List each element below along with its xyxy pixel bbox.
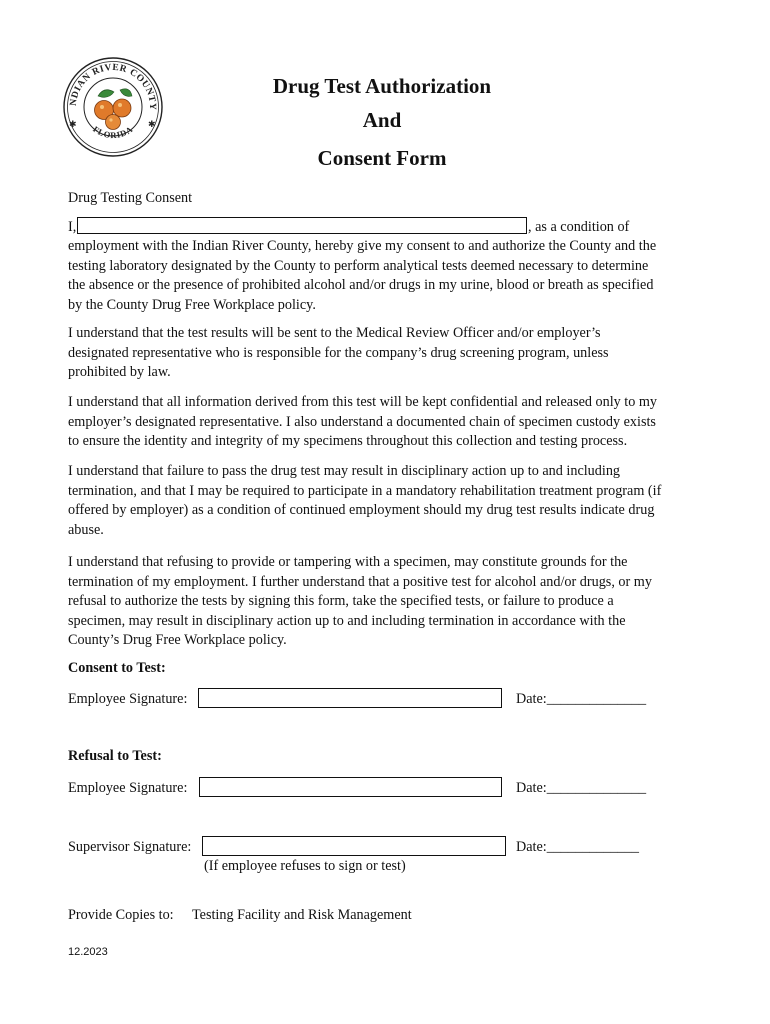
paragraph-line: County’s Drug Free Workplace policy. bbox=[68, 632, 287, 649]
consent-intro-paragraph bbox=[68, 237, 708, 315]
county-seal-icon bbox=[62, 56, 164, 158]
form-title-line-2: And bbox=[362, 108, 402, 132]
seal-bottom-text: FLORIDA bbox=[91, 123, 135, 141]
copies-label: Provide Copies to: bbox=[68, 907, 174, 923]
seal-top-text: NDIAN RIVER COUNTY bbox=[68, 62, 158, 111]
paragraph-line: refusal to authorize the tests by signing this form, take the specified tests, or failure to produce a bbox=[68, 593, 614, 610]
refusal-employee-signature-value bbox=[200, 779, 204, 795]
paragraph-line: employer’s designated representative. I also understand a documented chain of specimen custody exists bbox=[68, 413, 656, 430]
paragraph-line: termination, and that I may be required to participate in a mandatory rehabilitation treatment program (if bbox=[68, 482, 662, 499]
consent-employee-signature-label: Employee Signature: bbox=[68, 691, 188, 707]
form-title-line-1: Drug Test Authorization bbox=[272, 74, 492, 98]
paragraph-test-results bbox=[68, 324, 708, 383]
consent-employee-signature-field[interactable] bbox=[198, 688, 502, 708]
paragraph-failure-consequences bbox=[68, 462, 708, 540]
section-label-drug-testing-consent: Drug Testing Consent bbox=[68, 190, 193, 206]
paragraph-line: offered by employer) as a condition of continued employment should my drug test results indicate drug bbox=[68, 502, 655, 519]
svg-text:✱: ✱ bbox=[148, 120, 156, 130]
revision-date: 12.2023 bbox=[68, 946, 108, 958]
paragraph-refusal-consequences bbox=[68, 553, 708, 651]
paragraph-line: termination of my employment. I further understand that a positive test for alcohol and/or drugs, or my bbox=[68, 573, 652, 590]
paragraph-line: specimen, may result in disciplinary action up to and including termination in accordance with the bbox=[68, 612, 626, 629]
supervisor-signature-note: (If employee refuses to sign or test) bbox=[204, 858, 406, 874]
consent-to-test-heading: Consent to Test: bbox=[68, 660, 166, 676]
supervisor-signature-field[interactable] bbox=[202, 836, 506, 856]
consent-intro-line: employment with the Indian River County, hereby give my consent to and authorize the County and the bbox=[68, 238, 657, 254]
paragraph-line: prohibited by law. bbox=[68, 364, 171, 381]
consent-intro-prefix: I, bbox=[68, 219, 77, 235]
consent-intro-suffix: , as a condition of bbox=[528, 219, 630, 235]
supervisor-signature-value bbox=[203, 838, 207, 854]
employee-name-field[interactable] bbox=[77, 217, 527, 234]
supervisor-signature-label: Supervisor Signature: bbox=[68, 839, 192, 855]
refusal-employee-signature-label: Employee Signature: bbox=[68, 780, 188, 796]
consent-intro-line: the absence or the presence of prohibited alcohol and/or drugs in my urine, blood or breath as specified bbox=[68, 277, 654, 294]
paragraph-line: abuse. bbox=[68, 521, 104, 538]
refusal-to-test-heading: Refusal to Test: bbox=[68, 748, 162, 764]
copies-recipients: Testing Facility and Risk Management bbox=[192, 907, 412, 923]
paragraph-line: I understand that refusing to provide or tampering with a specimen, may constitute grounds for the bbox=[68, 554, 628, 570]
refusal-employee-signature-field[interactable] bbox=[199, 777, 502, 797]
refusal-employee-date-field[interactable]: Date:______________ bbox=[516, 780, 647, 796]
consent-intro-line: testing laboratory designated by the County to perform analytical tests deemed necessary to determine bbox=[68, 257, 649, 274]
supervisor-date-field[interactable]: Date:_____________ bbox=[516, 839, 639, 855]
county-seal-logo bbox=[62, 56, 164, 158]
employee-name-value bbox=[78, 219, 82, 235]
paragraph-line: I understand that failure to pass the drug test may result in disciplinary action up to and including bbox=[68, 463, 621, 479]
paragraph-line: designated representative who is responsible for the company’s drug screening program, unless bbox=[68, 344, 609, 361]
svg-text:✱: ✱ bbox=[69, 120, 77, 130]
consent-intro-line: by the County Drug Free Workplace policy. bbox=[68, 296, 316, 313]
paragraph-confidentiality bbox=[68, 393, 708, 452]
form-title-line-3: Consent Form bbox=[317, 146, 447, 170]
consent-date-field[interactable]: Date:______________ bbox=[516, 691, 647, 707]
consent-employee-signature-value bbox=[199, 690, 203, 706]
paragraph-line: I understand that the test results will be sent to the Medical Review Officer and/or employer’s bbox=[68, 325, 601, 341]
paragraph-line: I understand that all information derived from this test will be kept confidential and released only to my bbox=[68, 394, 658, 410]
paragraph-line: to ensure the identity and integrity of my specimens throughout this collection and testing process. bbox=[68, 433, 628, 450]
